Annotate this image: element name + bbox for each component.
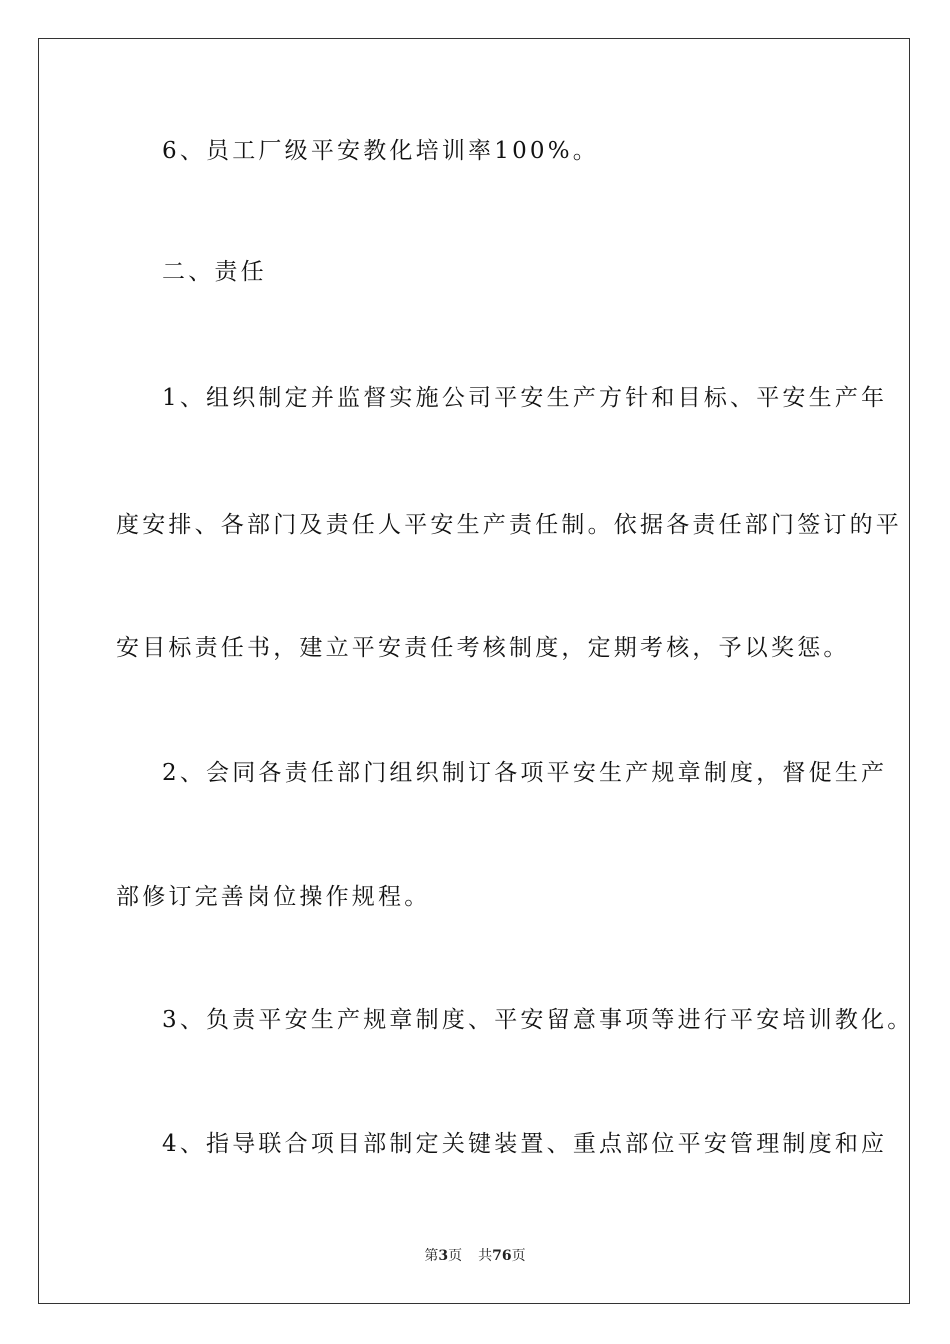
page-prefix: 第 [424,1248,439,1264]
page-suffix: 页 [448,1248,463,1264]
total-prefix: 共 [478,1248,493,1264]
paragraph-line: 2、会同各责任部门组织制订各项平安生产规章制度，督促生产 [162,760,888,786]
paragraph-line: 安目标责任书，建立平安责任考核制度，定期考核，予以奖惩。 [116,635,850,661]
paragraph-line: 4、指导联合项目部制定关键装置、重点部位平安管理制度和应 [162,1131,888,1157]
page-number: 3 [438,1248,449,1264]
paragraph-line: 度安排、各部门及责任人平安生产责任制。依据各责任部门签订的平 [116,512,902,538]
paragraph-line: 1、组织制定并监督实施公司平安生产方针和目标、平安生产年 [162,385,888,411]
paragraph-line: 6、员工厂级平安教化培训率100%。 [162,138,599,164]
page-border [38,38,914,1304]
paragraph-line: 部修订完善岗位操作规程。 [116,884,431,910]
total-suffix: 页 [511,1248,526,1264]
total-pages: 76 [492,1248,512,1264]
paragraph-line: 3、负责平安生产规章制度、平安留意事项等进行平安培训教化。 [162,1007,914,1033]
page-footer [0,1246,950,1266]
section-heading: 二、责任 [162,259,267,285]
